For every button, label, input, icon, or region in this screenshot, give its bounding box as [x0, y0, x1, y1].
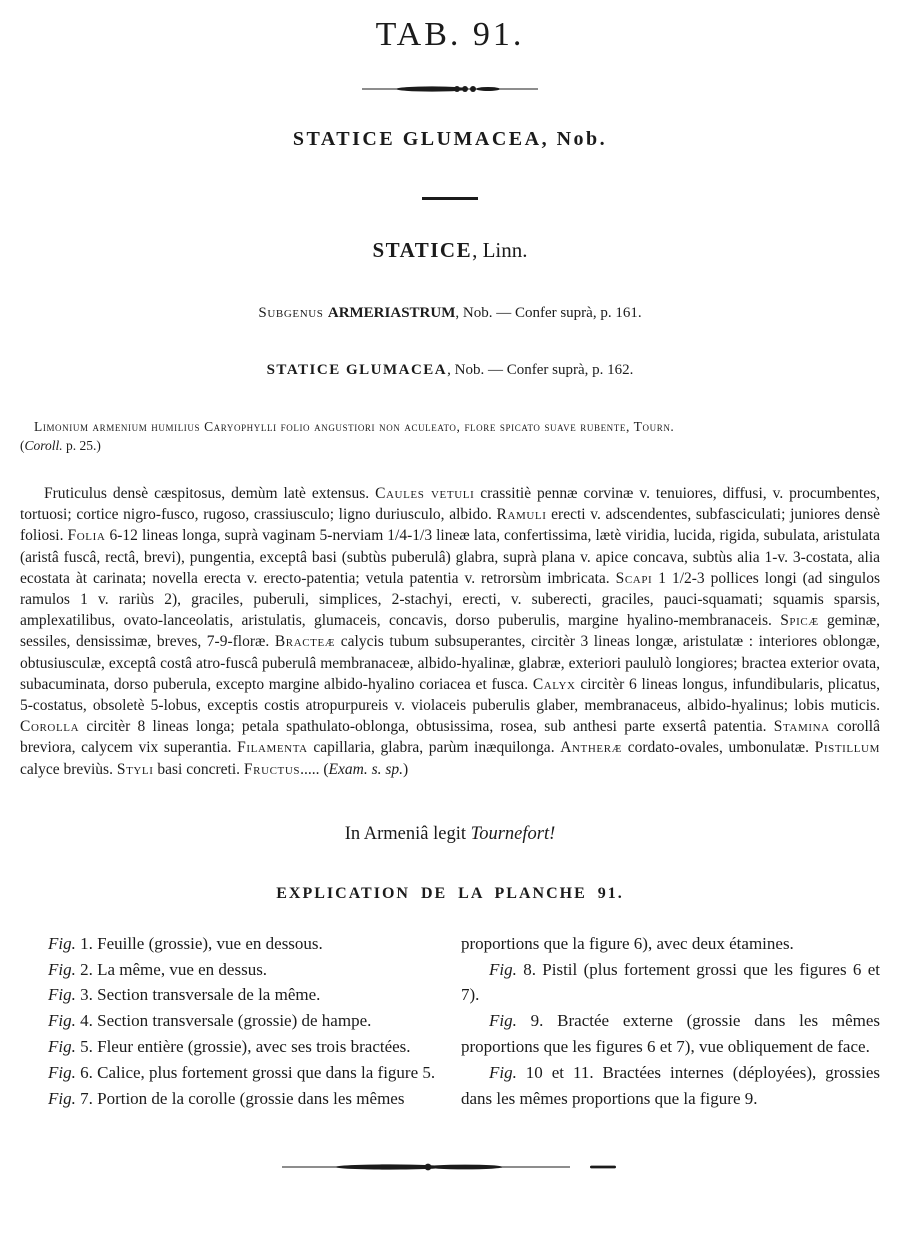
footer-ornament — [20, 1157, 880, 1175]
explanation-right-column — [461, 931, 880, 1112]
swelled-rule-icon — [280, 1160, 620, 1174]
locality-line: In Armeniâ legit Tournefort! — [344, 823, 556, 844]
figure-entry: Fig. 4. Section transversale (grossie) de hampe. — [48, 1011, 372, 1031]
species-heading: STATICE GLUMACEA, Nob. — [292, 128, 608, 150]
figure-entry: Fig. 2. La même, vue en dessus. — [48, 959, 268, 979]
swelled-rule-icon — [360, 82, 540, 96]
species-reference-line: STATICE GLUMACEA, Nob. — Confer suprà, p. 162. — [266, 362, 634, 378]
header-ornament — [20, 80, 880, 98]
latin-description-paragraph: Fruticulus densè cæspitosus, demùm latè extensus. Caules vetuli crassitiè pennæ corvinæ v. tenuiores, diffusi, v. procumbentes, tortuosi; cortice nigro-fusco, rugoso, crassiusculo; ligno duriusculo, albido. Ramuli erecti v. adscendentes, subfasciculati; juniores densè foliosi. Folia 6-12 lineas longa, suprà vaginam 5-nerviam 1/4-1/3 lineæ lata, confertissima, lætè viridia, lucida, rigida, subulata, aristulata (aristâ fuscâ, rectâ, brevi), pungentia, exceptâ basi (subtùs puberulâ) glabra, suprà plana v. apice concava, subtùs alia 1-v. 3-costata, alia ecostata àt carinata; novella erecta v. erecto-patentia; vetula patentia v. retrorsùm imbricata. Scapi 1 1/2-3 pollices longi (ad singulos ramulos 1 v. rariùs 2), graciles, puberuli, simplices, 2-stachyi, erecti, v. suberecti, graciles, pauci-squamati; squamis sparsis, amplexatilibus, ovato-lanceolatis, aristulatis, glumaceis, concavis, dorso puberulis, margine hyalino-membranaceis. Spicæ geminæ, sessiles, densissimæ, breves, 7-9-floræ. Bracteæ calycis tubum subsuperantes, circitèr 3 lineas longæ, aristulatæ : interiores oblongæ, obtusiusculæ, exceptâ costâ atro-fuscâ puberulâ membranaceæ, albido-hyalinæ, glabræ, exteriori paululò longiores; bractea exterior ovata, subacuminata, dorso puberula, excepto margine albido-hyalino coriacea et fusca. Calyx circitèr 6 lineas longus, infundibularis, plicatus, 5-costatus, obsoletè 5-lobus, exceptis costis atropurpureis v. violaceis puberulis glaber, membranaceus, albido-hyalinus; lobis muticis. Corolla circitèr 8 lineas longa; petala spathulato-oblonga, obtusissima, rosea, sub anthesi parte exsertâ patentia. Stamina corollâ breviora, calycem vix superantia. Filamenta capillaria, glabra, parùm inæquilonga. Antheræ cordato-ovales, umbonulatæ. Pistillum calyce breviùs. Styli basi concreti. Fructus..... (Exam. s. sp.) — [20, 485, 881, 778]
subgenus-reference-line: Subgenus ARMERIASTRUM, Nob. — Confer suprà, p. 161. — [258, 305, 642, 321]
figure-entry: Fig. 3. Section transversale de la même. — [48, 985, 321, 1005]
synonym-citation: Limonium armenium humilius Caryophylli folio angustiori non aculeato, flore spicato suave rubente, Tourn. (Coroll. p. 25.) — [20, 419, 675, 453]
figure-entry: Fig. 6. Calice, plus fortement grossi que dans la figure 5. — [48, 1062, 436, 1082]
figure-entry: Fig. 10 et 11. Bractées internes (déployées), grossies dans les mêmes proportions que la figure 9. — [461, 1062, 880, 1108]
figure-entry: Fig. 5. Fleur entière (grossie), avec ses trois bractées. — [48, 1037, 411, 1057]
plate-explanation-heading: EXPLICATION DE LA PLANCHE 91. — [276, 884, 624, 902]
figure-entry: Fig. 8. Pistil (plus fortement grossi que les figures 6 et 7). — [461, 959, 880, 1005]
genus-heading: STATICE, Linn. — [372, 238, 528, 262]
figure-entry-continuation: proportions que la figure 6), avec deux étamines. — [461, 933, 794, 953]
section-divider-rule — [422, 197, 478, 200]
explanation-left-column — [20, 931, 439, 1112]
figure-entry: Fig. 9. Bractée externe (grossie dans les mêmes proportions que les figures 6 et 7), vue obliquement de face. — [461, 1011, 880, 1057]
figure-entry: Fig. 1. Feuille (grossie), vue en dessous. — [48, 933, 323, 953]
figure-explanation-columns — [20, 931, 880, 1112]
plate-number-title: TAB. 91. — [375, 16, 525, 53]
figure-entry: Fig. 7. Portion de la corolle (grossie dans les mêmes — [48, 1088, 405, 1108]
